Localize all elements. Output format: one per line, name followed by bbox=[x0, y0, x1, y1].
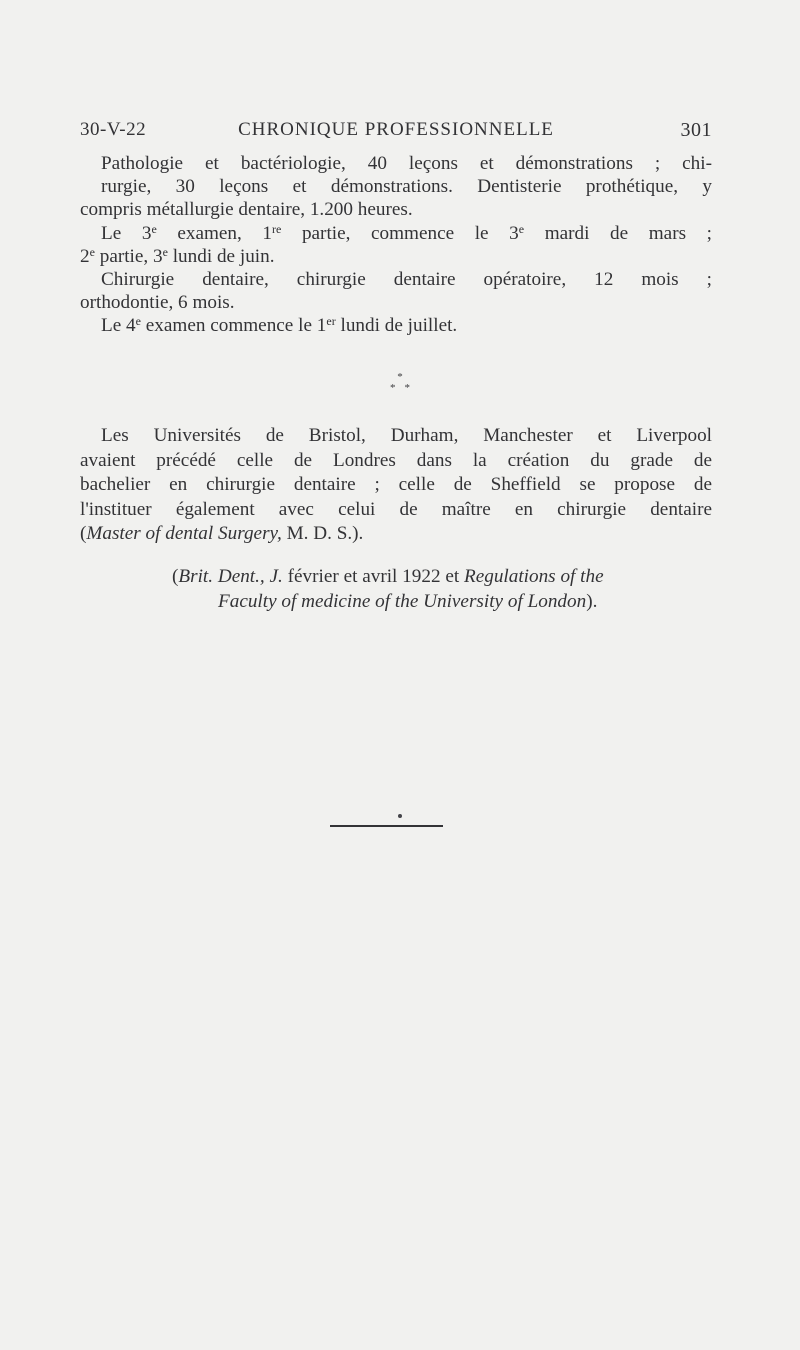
superscript: e bbox=[135, 314, 141, 329]
paragraph-fourth-exam bbox=[80, 314, 712, 337]
text-line bbox=[80, 522, 712, 547]
header-section-title: CHRONIQUE PROFESSIONNELLE bbox=[238, 119, 554, 140]
source-citation bbox=[80, 565, 712, 614]
superscript: er bbox=[326, 314, 336, 329]
paragraph-surgery bbox=[80, 268, 712, 314]
text-line: l'instituer également avec celui de maître en chirurgie dentaire bbox=[80, 498, 712, 520]
superscript: e bbox=[162, 244, 168, 259]
text-run: ). bbox=[586, 590, 598, 612]
text-run: ( bbox=[80, 523, 87, 544]
text-line bbox=[80, 565, 712, 590]
superscript: e bbox=[89, 244, 95, 259]
text-line: avaient précédé celle de Londres dans la création du grade de bbox=[80, 449, 712, 471]
text-run: 2 bbox=[80, 245, 90, 267]
text-run: M. D. S.). bbox=[281, 523, 364, 544]
italic-degree-name: Master of dental Surgery, bbox=[86, 523, 282, 544]
text-line: Les Universités de Bristol, Durham, Manchester et Liverpool bbox=[101, 425, 712, 446]
text-line bbox=[80, 222, 712, 245]
text-line: rurgie, 30 leçons et démonstrations. Dentisterie prothétique, y bbox=[101, 176, 712, 198]
text-run: Le 3 bbox=[101, 222, 152, 244]
text-run: examen commence le 1 bbox=[140, 315, 327, 337]
text-run: mardi de mars ; bbox=[524, 222, 712, 244]
text-line: bachelier en chirurgie dentaire ; celle de Sheffield se propose de bbox=[80, 474, 712, 495]
text-line: orthodontie, 6 mois. bbox=[80, 292, 235, 314]
header-date: 30-V-22 bbox=[80, 119, 147, 140]
italic-regulations-title: Regulations of the bbox=[463, 566, 604, 587]
italic-journal-title: Brit. Dent., J. bbox=[178, 566, 283, 587]
running-head bbox=[80, 119, 712, 145]
asterism-bottom: ** bbox=[390, 382, 419, 394]
text-line: Pathologie et bactériologie, 40 leçons et démonstrations ; chi- bbox=[101, 153, 712, 174]
text-run: lundi de juillet. bbox=[335, 315, 458, 337]
text-run: lundi de juin. bbox=[167, 245, 275, 267]
text-line: Chirurgie dentaire, chirurgie dentaire opératoire, 12 mois ; bbox=[101, 269, 712, 291]
text-line: compris métallurgie dentaire, 1.200 heures. bbox=[80, 199, 413, 221]
paragraph-curriculum bbox=[80, 152, 712, 222]
italic-regulations-title: Faculty of medicine of the University of London bbox=[218, 590, 587, 612]
paragraph-universities bbox=[80, 424, 712, 547]
page-number: 301 bbox=[680, 119, 712, 141]
text-run: février et avril 1922 et bbox=[282, 566, 464, 587]
text-run: partie, commence le 3 bbox=[281, 222, 519, 244]
text-run: ( bbox=[172, 566, 179, 587]
superscript: e bbox=[518, 221, 525, 236]
superscript: e bbox=[151, 221, 157, 236]
text-run: Le 4 bbox=[101, 315, 136, 337]
asterism-top: * bbox=[397, 371, 403, 383]
text-line bbox=[80, 245, 712, 268]
text-line bbox=[80, 590, 712, 615]
section-end-rule bbox=[330, 825, 443, 827]
text-run: examen, 1 bbox=[156, 222, 273, 244]
text-line bbox=[80, 314, 712, 337]
body-text bbox=[80, 152, 712, 338]
ink-dot bbox=[398, 814, 402, 818]
asterism-separator bbox=[0, 372, 800, 406]
superscript: re bbox=[272, 221, 282, 236]
paragraph-third-exam bbox=[80, 222, 712, 268]
text-run: partie, 3 bbox=[94, 245, 163, 267]
